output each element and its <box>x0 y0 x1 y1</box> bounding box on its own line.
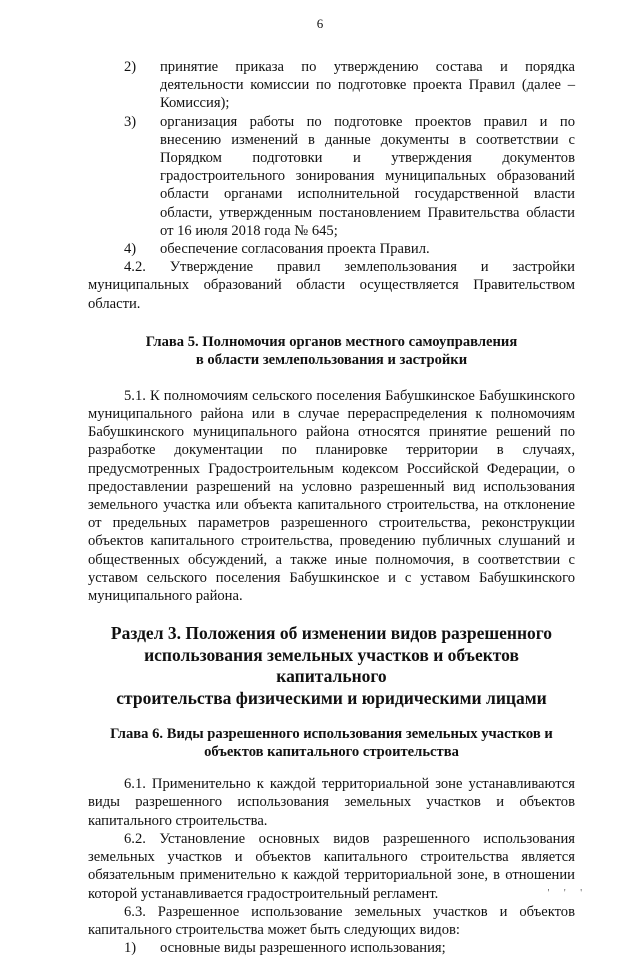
document-body <box>88 58 575 957</box>
chapter-6-title-line2: объектов капитального строительства <box>204 744 459 761</box>
list-item <box>88 113 575 240</box>
paragraph-5-1: 5.1. К полномочиям сельского поселения Бабушкинское Бабушкинского муниципального района или в случае перераспределения к полномочиям Бабушкинского муниципального района относятся принятие решений по разработке документации по планировке территории в случаях, предусмотренных Градостроительным кодексом Российской Федерации, о предоставлении разрешений на условно разрешенный вид использования земельного участка или объекта капитального строительства, на отклонение от предельных параметров разрешенного строительства, реконструкции объектов капитального строительства, проведению публичных слушаний и общественных обсуждений, а также иные полномочия, в соответствии с уставом сельского поселения Бабушкинское и с уставом Бабушкинского муниципального района. <box>88 387 575 605</box>
chapter-5-heading <box>88 333 575 369</box>
section-3-heading <box>88 623 575 709</box>
list-item-text: обеспечение согласования проекта Правил. <box>160 241 430 258</box>
list-item-text: организация работы по подготовке проектов правил и по внесению изменений в данные документы в соответствии с Порядком подготовки и утверждения документов градостроительного зонирования муниципальных образований области органами исполнительной государственной власти области, утвержденным постановлением Правительства области от 16 июля 2018 года № 645; <box>160 113 575 239</box>
section-3-title-line2: использования земельных участков и объектов капитального <box>144 644 519 687</box>
list-item-number: 1) <box>124 940 137 957</box>
paragraph-4-2: 4.2. Утверждение правил землепользования и застройки муниципальных образований области осуществляется Правительством области. <box>88 259 575 312</box>
list-item-number: 4) <box>124 241 137 258</box>
list-item-number: 3) <box>124 113 137 130</box>
scan-marks: ' ' ' <box>547 888 588 899</box>
chapter-5-title-line2: в области землепользования и застройки <box>195 351 468 368</box>
list-item-number: 2) <box>124 59 137 75</box>
list-item <box>88 939 575 957</box>
list-item <box>88 58 575 113</box>
paragraph-6-3: 6.3. Разрешенное использование земельных участков и объектов капитального строительства может быть следующих видов: <box>88 903 575 938</box>
chapter-5-title-line1: Глава 5. Полномочия органов местного самоуправления <box>145 333 518 350</box>
section-3-title-line3: строительства физическими и юридическими лицами <box>116 687 547 708</box>
paragraph-6-1: 6.1. Применительно к каждой территориальной зоне устанавливаются виды разрешенного использования земельных участков и объектов капитального строительства. <box>88 776 575 829</box>
list-item-text: принятие приказа по утверждению состава и порядка деятельности комиссии по подготовке проекта Правил (далее – Комиссия); <box>160 59 575 112</box>
list-item-text: основные виды разрешенного использования; <box>160 940 446 957</box>
section-3-title-line1: Раздел 3. Положения об изменении видов разрешенного <box>110 623 553 644</box>
chapter-6-heading <box>88 725 575 761</box>
chapter-6-title-line1: Глава 6. Виды разрешенного использования земельных участков и <box>110 726 553 743</box>
list-item <box>88 240 575 258</box>
paragraph-6-2: 6.2. Установление основных видов разрешенного использования земельных участков и объектов капитального строительства является обязательным применительно к каждой территориальной зоне, в отношении которой устанавливается градостроительный регламент. <box>88 830 575 902</box>
page-number: 6 <box>316 16 324 31</box>
